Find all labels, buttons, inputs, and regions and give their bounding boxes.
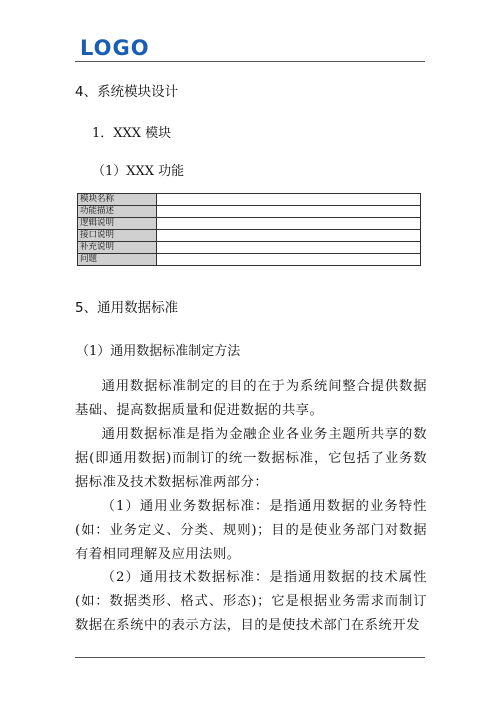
logo: LOGO xyxy=(80,36,150,60)
table-row xyxy=(78,194,421,206)
row-value xyxy=(157,254,421,266)
row-value xyxy=(157,218,421,230)
row-value xyxy=(157,206,421,218)
footer-divider xyxy=(75,657,425,658)
row-label: 问题 xyxy=(78,254,157,266)
table-row xyxy=(78,206,421,218)
row-label: 逻辑说明 xyxy=(78,218,157,230)
module-spec-table xyxy=(77,193,421,266)
row-value xyxy=(157,194,421,206)
row-label: 补充说明 xyxy=(78,242,157,254)
function-heading: （1）XXX 功能 xyxy=(92,164,185,179)
header-divider xyxy=(75,61,425,62)
paragraph: （1）通用业务数据标准：是指通用数据的业务特性(如：业务定义、分类、规则)；目的是使业务部门对数据有着相同理解及应用法则。 xyxy=(75,499,427,562)
table-row xyxy=(78,254,421,266)
table-row xyxy=(78,230,421,242)
paragraph: 通用数据标准制定的目的在于为系统间整合提供数据基础、提高数据质量和促进数据的共享。 xyxy=(75,379,427,418)
table-row xyxy=(78,242,421,254)
row-value xyxy=(157,230,421,242)
section-5-heading: 5、通用数据标准 xyxy=(75,300,179,316)
table-row xyxy=(78,218,421,230)
paragraph: （2）通用技术数据标准：是指通用数据的技术属性(如：数据类形、格式、形态)；它是根据业务需求而制订数据在系统中的表示方法，目的是使技术部门在系统开发 xyxy=(75,570,427,633)
row-value xyxy=(157,242,421,254)
module-heading: 1．XXX 模块 xyxy=(92,126,172,141)
standard-method-heading: （1）通用数据标准制定方法 xyxy=(76,344,241,359)
paragraph: 通用数据标准是指为金融企业各业务主题所共享的数据(即通用数据)而制订的统一数据标准，它包括了业务数据标准及技术数据标准两部分： xyxy=(75,427,427,490)
section-4-heading: 4、系统模块设计 xyxy=(75,84,179,100)
row-label: 接口说明 xyxy=(78,230,157,242)
row-label: 模块名称 xyxy=(78,194,157,206)
row-label: 功能描述 xyxy=(78,206,157,218)
